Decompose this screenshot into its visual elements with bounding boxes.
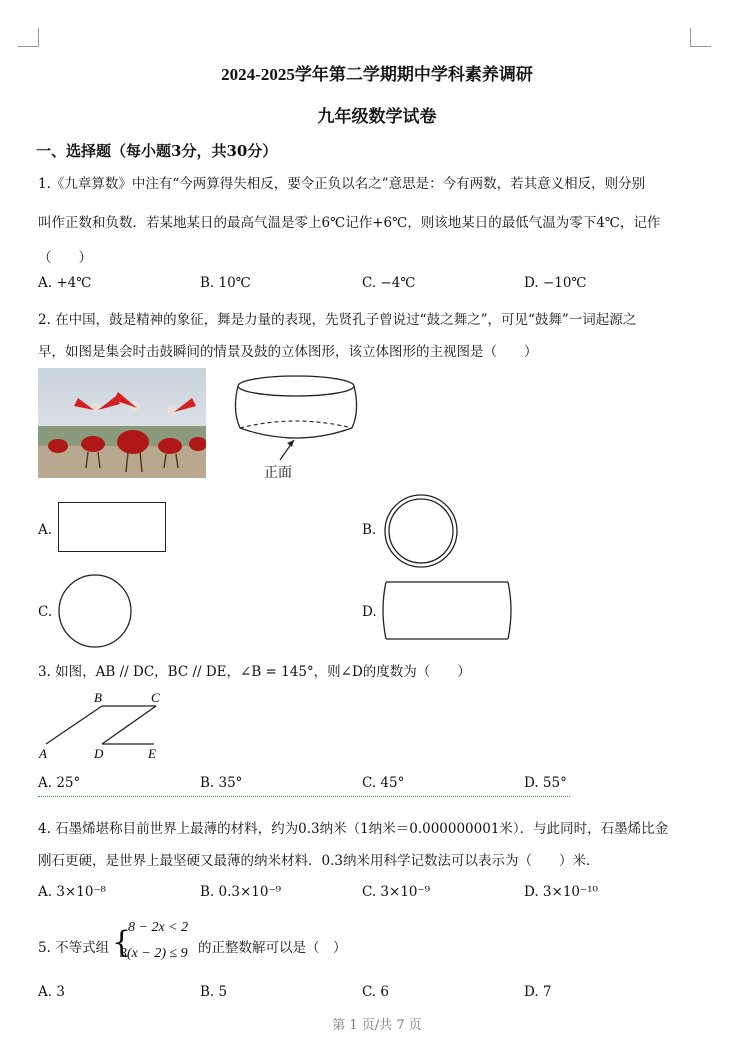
q4-option-c: C. 3×10⁻⁹ xyxy=(362,884,431,900)
point-label-a: A xyxy=(39,746,47,761)
drum-3d-figure xyxy=(232,370,372,480)
q5-suffix: 的正整数解可以是（ ） xyxy=(198,940,347,956)
q5-prefix: 5. 不等式组 xyxy=(38,940,110,956)
crop-mark-top-right xyxy=(690,28,711,47)
q5-option-c: C. 6 xyxy=(362,984,390,1000)
q5-inequality-2: 3(x − 2) ≤ 9 xyxy=(120,946,188,961)
q4-line2: 刚石更硬，是世界上最坚硬又最薄的纳米材料．0.3纳米用科学记数法可以表示为（ ）米． xyxy=(38,853,600,869)
q2-line2: 早，如图是集会时击鼓瞬间的情景及鼓的立体图形，该立体图形的主视图是（ ） xyxy=(38,344,538,360)
q1-option-d: D. −10℃ xyxy=(524,275,587,291)
q5-option-b: B. 5 xyxy=(200,984,228,1000)
q3-question: 3. 如图，AB // DC，BC // DE，∠B = 145°，则∠D的度数为（ ） xyxy=(38,664,471,680)
point-label-e: E xyxy=(148,746,156,761)
q3-option-a: A. 25° xyxy=(38,775,81,791)
q3-option-c: C. 45° xyxy=(362,775,405,791)
option-d-barrel-shape xyxy=(380,580,520,646)
q1-option-a: A. +4℃ xyxy=(38,275,92,291)
section-heading: 一、选择题（每小题3分，共30分） xyxy=(36,142,278,160)
point-label-b: B xyxy=(94,690,102,705)
q5-option-d: D. 7 xyxy=(524,984,552,1000)
q3-geometry-figure xyxy=(36,690,176,766)
q2-line1: 2. 在中国，鼓是精神的象征，舞是力量的表现，先贤孔子曾说过“鼓之舞之”，可见“鼓舞”一词起源之 xyxy=(38,312,637,328)
q5-inequality-1: 8 − 2x < 2 xyxy=(128,920,189,935)
q4-option-d: D. 3×10⁻¹⁰ xyxy=(524,884,598,900)
option-a-rectangle xyxy=(58,502,166,552)
option-b-double-circle xyxy=(382,492,462,574)
q1-option-b: B. 10℃ xyxy=(200,275,251,291)
point-label-c: C xyxy=(151,690,160,705)
q1-line2: 叫作正数和负数．若某地某日的最高气温是零上6℃记作+6℃，则该地某日的最低气温为零下4℃，记作 xyxy=(38,215,661,231)
page-footer: 第 1 页/共 7 页 xyxy=(332,1018,422,1033)
q4-option-a: A. 3×10⁻⁸ xyxy=(38,884,106,900)
front-label: 正面 xyxy=(264,465,292,481)
q3-option-b: B. 35° xyxy=(200,775,243,791)
q5-option-a: A. 3 xyxy=(38,984,65,1000)
option-c-circle xyxy=(56,574,136,654)
q2-option-d: D. xyxy=(362,604,377,620)
exam-subtitle: 九年级数学试卷 xyxy=(317,107,437,126)
q4-option-b: B. 0.3×10⁻⁹ xyxy=(200,884,281,900)
q1-line1: 1.《九章算数》中注有“今两算得失相反，要令正负以名之”意思是：今有两数，若其意义相反，则分别 xyxy=(38,176,646,192)
q1-line3: （ ） xyxy=(38,250,92,266)
q1-option-c: C. −4℃ xyxy=(362,275,416,291)
q2-option-c: C. xyxy=(38,604,53,620)
drum-performance-photo xyxy=(38,368,206,478)
crop-mark-top-left xyxy=(18,28,39,47)
q2-option-a: A. xyxy=(38,522,53,538)
grammar-underline xyxy=(38,792,570,797)
exam-title: 2024-2025学年第二学期期中学科素养调研 xyxy=(221,65,533,84)
q2-option-b: B. xyxy=(362,522,377,538)
point-label-d: D xyxy=(94,746,104,761)
q4-line1: 4. 石墨烯堪称目前世界上最薄的材料，约为0.3纳米（1纳米＝0.000000001米）．与此同时，石墨烯比金 xyxy=(38,821,669,837)
brace-symbol: { xyxy=(112,925,132,960)
q3-option-d: D. 55° xyxy=(524,775,567,791)
